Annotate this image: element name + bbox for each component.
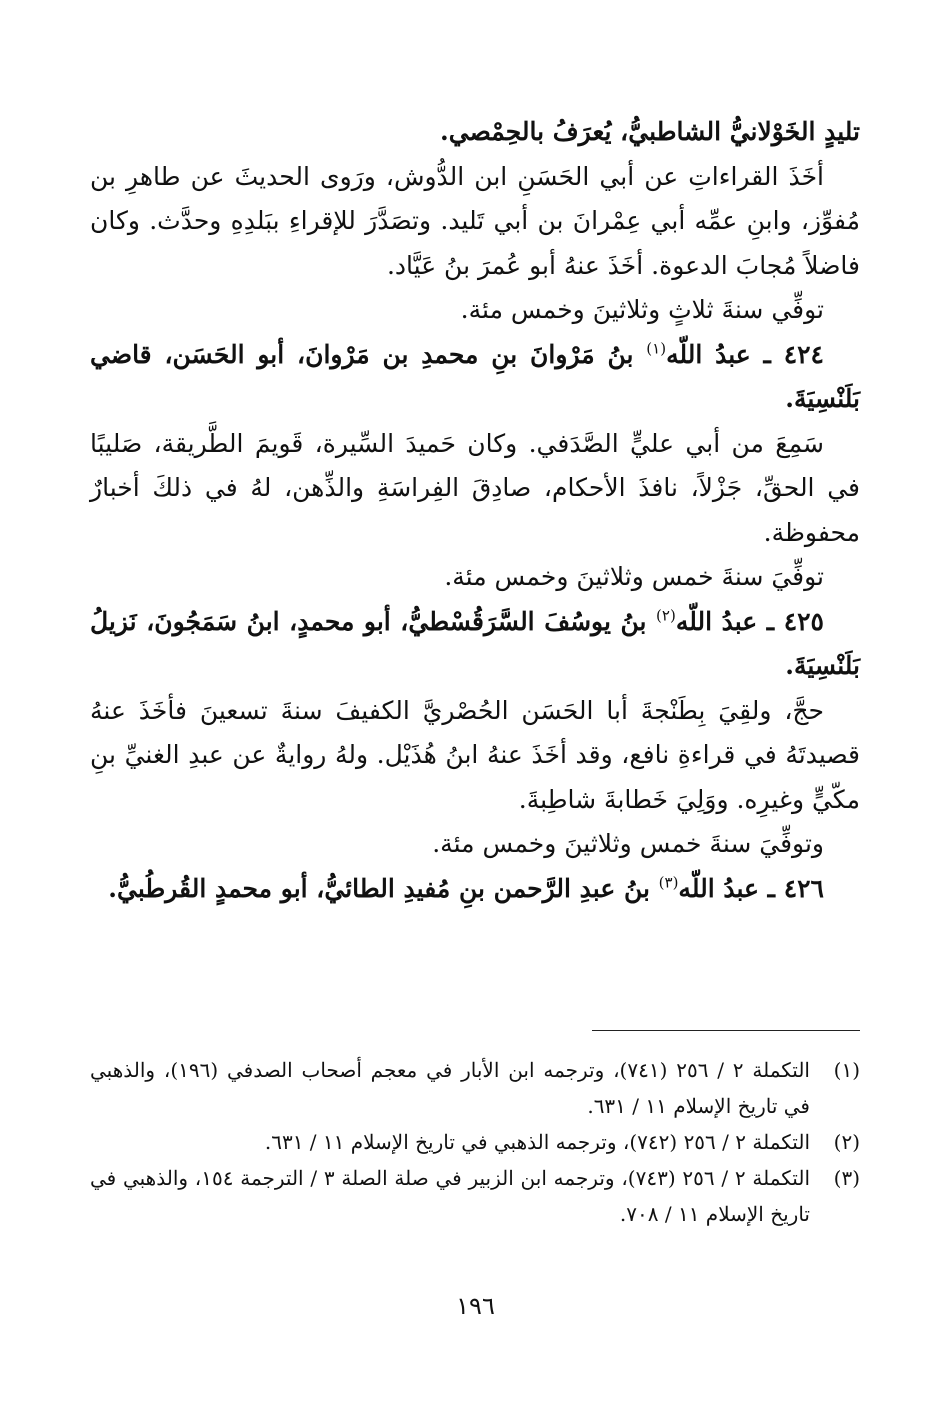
entry-number: ٤٢٥	[783, 606, 824, 636]
entry-425-heading	[90, 600, 860, 689]
footnote-separator	[592, 1030, 860, 1031]
entry-number: ٤٢٤	[783, 339, 824, 369]
entry-name: ـ عبدُ اللّه	[675, 606, 775, 636]
page-number: ١٩٦	[456, 1292, 495, 1320]
paragraph-death-date: توفِّيَ سنةَ خمس وثلاثينَ وخمس مئة.	[444, 562, 824, 591]
footnote-marker: (٣)	[833, 1166, 860, 1190]
footnote-1	[90, 1052, 860, 1124]
footnote-reference[interactable]: (١)	[646, 339, 667, 358]
entry-number: ٤٢٦	[783, 873, 824, 903]
entry-424-heading	[90, 333, 860, 422]
footnote-text: التكملة ٢ / ٢٥٦ (٧٤٣)، وترجمه ابن الزبير في صلة الصلة ٣ / الترجمة ١٥٤، والذهبي في تاريخ الإسلام ١١ / ٧٠٨.	[90, 1166, 810, 1226]
footnote-3	[90, 1160, 860, 1232]
entry-name: ـ عبدُ اللّه	[678, 873, 775, 903]
footnote-text: التكملة ٢ / ٢٥٦ (٧٤١)، وترجمه ابن الأبار في معجم أصحاب الصدفي (١٩٦)، والذهبي في تاريخ الإسلام ١١ / ٦٣١.	[90, 1058, 810, 1118]
paragraph-death-date: توفِّي سنةَ ثلاثٍ وثلاثينَ وخمس مئة.	[460, 295, 824, 324]
entry-rest: بنُ عبدِ الرَّحمن بنِ مُفيدِ الطائيُّ، أبو محمدٍ القُرطُبيُّ.	[108, 873, 659, 903]
footnote-marker: (٢)	[833, 1130, 860, 1154]
footnotes	[90, 1052, 860, 1232]
paragraph: سَمِعَ من أبي عليٍّ الصَّدَفي. وكان حَميدَ السِّيرة، قَويمَ الطَّريقة، صَليبًا في الحقِّ، جَزْلاً، نافذَ الأحكام، صادِقَ الفِراسَةِ والذِّهن، لهُ في ذلكَ أخبارٌ محفوظة.	[90, 428, 860, 547]
entry-426-heading	[90, 867, 860, 912]
footnote-marker: (١)	[833, 1058, 860, 1082]
footnote-reference[interactable]: (٢)	[656, 606, 676, 625]
footnote-reference[interactable]: (٣)	[658, 873, 679, 892]
paragraph-death-date: وتوفِّيَ سنةَ خمس وثلاثينَ وخمس مئة.	[432, 829, 824, 858]
entry-name: ـ عبدُ اللّه	[666, 339, 771, 369]
footnote-2	[90, 1124, 860, 1160]
entry-rest: بنُ يوسُفَ السَّرَقُسْطيُّ، أبو محمدٍ، ابنُ سَمَجُونَ، نَزيلُ بَلَنْسِيَةَ.	[90, 606, 860, 680]
footnote-text: التكملة ٢ / ٢٥٦ (٧٤٢)، وترجمه الذهبي في تاريخ الإسلام ١١ / ٦٣١.	[264, 1130, 810, 1154]
paragraph: حجَّ، ولقِيَ بِطَنْجةَ أبا الحَسَن الحُصْريَّ الكفيفَ سنةَ تسعينَ فأخَذَ عنهُ قصيدتَهُ في قراءةِ نافع، وقد أخَذَ عنهُ ابنُ هُذَيْل. ولهُ روايةٌ عن عبدِ الغنيِّ بنِ مكّيٍّ وغيرِه. ووَلِيَ خَطابةَ شاطِبةَ.	[90, 695, 860, 814]
entry-continuation-heading: تليدٍ الخَوْلانيُّ الشاطبيُّ، يُعرَفُ بالحِمْصي.	[440, 117, 860, 146]
main-text	[90, 110, 860, 911]
paragraph: أخَذَ القراءاتِ عن أبي الحَسَنِ ابن الدُّوش، ورَوى الحديثَ عن طاهرِ بن مُفوِّز، وابنِ عمِّه أبي عِمْرانَ بن أبي تَليد. وتصَدَّرَ للإقراءِ ببَلدِهِ وحدَّث. وكان فاضلاً مُجابَ الدعوة. أخَذَ عنهُ أبو عُمرَ بنُ عَيَّاد.	[90, 161, 860, 280]
entry-rest: بنُ مَرْوانَ بنِ محمدِ بن مَرْوانَ، أبو الحَسَن، قاضي بَلَنْسِيَةَ.	[90, 339, 860, 413]
